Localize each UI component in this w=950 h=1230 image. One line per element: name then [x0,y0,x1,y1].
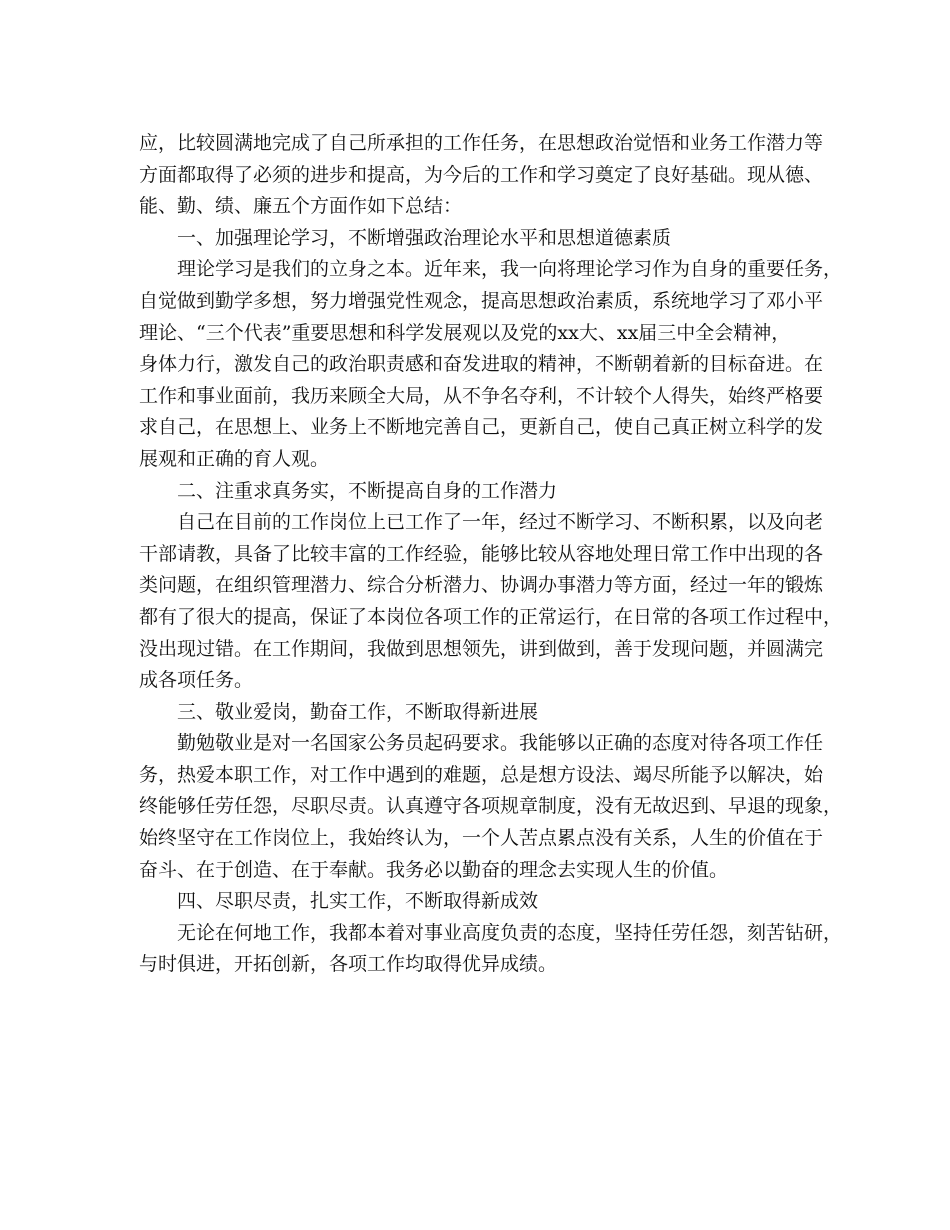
text-line: 方面都取得了必须的进步和提高，为今后的工作和学习奠定了良好基础。现从德、 [139,163,824,186]
text-line: 成各项任务。 [139,669,254,692]
text-line: 求自己，在思想上、业务上不断地完善自己，更新自己，使自己真正树立科学的发 [139,416,824,439]
text-line: 四、尽职尽责，扎实工作，不断取得新成效 [177,890,539,913]
text-line: 一、加强理论学习，不断增强政治理论水平和思想道德素质 [177,226,672,249]
text-line: 三、敬业爱岗，勤奋工作，不断取得新进展 [177,700,539,723]
text-line: 始终坚守在工作岗位上，我始终认为，一个人苦点累点没有关系，人生的价值在于 [139,827,824,850]
text-line: 能、勤、绩、廉五个方面作如下总结： [139,195,463,218]
text-line: 类问题，在组织管理潜力、综合分析潜力、协调办事潜力等方面，经过一年的锻炼 [139,574,824,597]
text-line: 理论、“三个代表”重要思想和科学发展观以及党的xx大、xx届三中全会精神， [139,321,791,344]
text-line: 奋斗、在于创造、在于奉献。我务必以勤奋的理念去实现人生的价值。 [139,858,729,881]
text-line: 没出现过错。在工作期间，我做到思想领先，讲到做到，善于发现问题，并圆满完 [139,637,824,660]
text-line: 理论学习是我们的立身之本。近年来，我一向将理论学习作为自身的重要任务， [177,258,843,281]
text-line: 无论在何地工作，我都本着对事业高度负责的态度，坚持任劳任怨，刻苦钻研， [177,921,843,944]
text-line: 工作和事业面前，我历来顾全大局，从不争名夺利，不计较个人得失，始终严格要 [139,384,824,407]
text-line: 务，热爱本职工作，对工作中遇到的难题，总是想方设法、竭尽所能予以解决，始 [139,763,824,786]
text-line: 应，比较圆满地完成了自己所承担的工作任务，在思想政治觉悟和业务工作潜力等 [139,132,824,154]
text-line: 勤勉敬业是对一名国家公务员起码要求。我能够以正确的态度对待各项工作任 [177,732,824,755]
text-line: 身体力行，激发自己的政治职责感和奋发进取的精神，不断朝着新的目标奋进。在 [139,353,824,376]
document-body [139,128,843,981]
text-line: 二、注重求真务实，不断提高自身的工作潜力 [177,479,558,502]
text-line: 终能够任劳任怨，尽职尽责。认真遵守各项规章制度，没有无故迟到、早退的现象， [139,795,843,818]
text-line: 自觉做到勤学多想，努力增强党性观念，提高思想政治素质，系统地学习了邓小平 [139,289,824,312]
text-line: 展观和正确的育人观。 [139,447,330,470]
text-line: 与时俱进，开拓创新，各项工作均取得优异成绩。 [139,953,558,976]
text-line: 都有了很大的提高，保证了本岗位各项工作的正常运行，在日常的各项工作过程中， [139,605,843,628]
text-line: 干部请教，具备了比较丰富的工作经验，能够比较从容地处理日常工作中出现的各 [139,542,824,565]
text-line: 自己在目前的工作岗位上已工作了一年，经过不断学习、不断积累，以及向老 [177,511,824,534]
